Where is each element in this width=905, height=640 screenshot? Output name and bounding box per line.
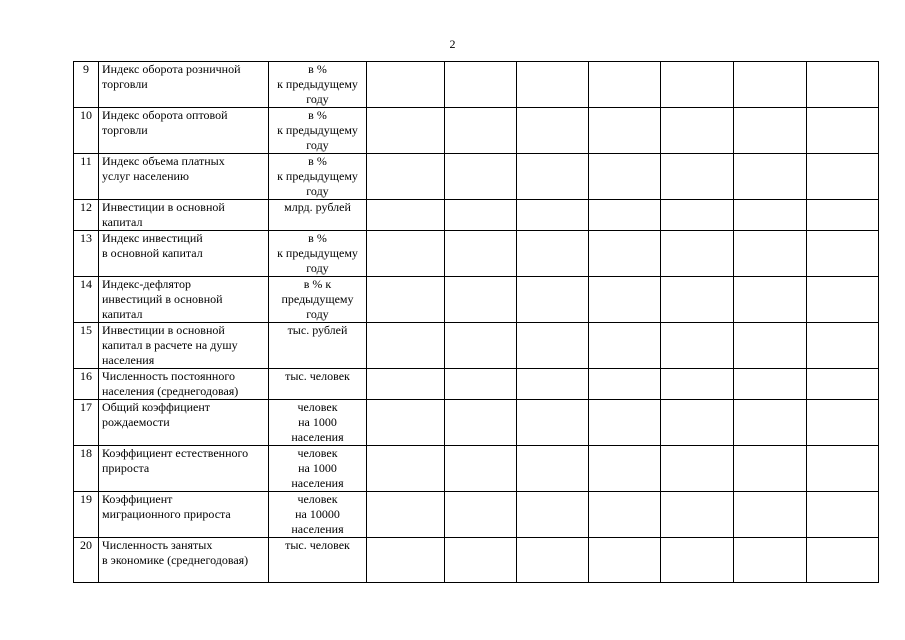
- value-cell: [589, 538, 661, 583]
- indicator-name-cell: [99, 277, 269, 323]
- value-cell: [367, 446, 445, 492]
- table-row: [74, 369, 879, 400]
- value-cell: [517, 277, 589, 323]
- unit-of-measure: человек на 10000 населения: [291, 492, 344, 536]
- value-cell: [661, 108, 734, 154]
- table-row: [74, 492, 879, 538]
- indicator-name: Инвестиции в основной капитал: [102, 200, 225, 229]
- value-cell: [445, 369, 517, 400]
- table-row: [74, 323, 879, 369]
- value-cell: [445, 323, 517, 369]
- row-number: 15: [74, 323, 99, 369]
- indicators-table: [73, 61, 879, 583]
- unit-of-measure: в % к предыдущему году: [277, 62, 358, 106]
- unit-of-measure: тыс. человек: [285, 538, 350, 552]
- row-number: 16: [74, 369, 99, 400]
- value-cell: [661, 400, 734, 446]
- value-cell: [661, 154, 734, 200]
- value-cell: [367, 62, 445, 108]
- page-number: 2: [449, 37, 456, 51]
- row-number: 18: [74, 446, 99, 492]
- value-cell: [661, 538, 734, 583]
- table-row: [74, 538, 879, 583]
- value-cell: [734, 492, 807, 538]
- value-cell: [661, 277, 734, 323]
- value-cell: [589, 154, 661, 200]
- value-cell: [367, 538, 445, 583]
- value-cell: [517, 538, 589, 583]
- unit-of-measure: человек на 1000 населения: [291, 400, 344, 444]
- value-cell: [367, 492, 445, 538]
- value-cell: [734, 108, 807, 154]
- value-cell: [734, 231, 807, 277]
- value-cell: [367, 277, 445, 323]
- unit-cell: [269, 323, 367, 369]
- unit-cell: [269, 200, 367, 231]
- value-cell: [367, 200, 445, 231]
- value-cell: [661, 231, 734, 277]
- value-cell: [445, 62, 517, 108]
- indicator-name: Индекс-дефлятор инвестиций в основной капитал: [102, 277, 223, 321]
- indicator-name-cell: [99, 446, 269, 492]
- unit-of-measure: человек на 1000 населения: [291, 446, 344, 490]
- indicator-name: Инвестиции в основной капитал в расчете на душу населения: [102, 323, 238, 367]
- value-cell: [517, 62, 589, 108]
- value-cell: [734, 538, 807, 583]
- value-cell: [589, 323, 661, 369]
- table-row: [74, 446, 879, 492]
- indicator-name: Индекс оборота оптовой торговли: [102, 108, 228, 137]
- unit-cell: [269, 62, 367, 108]
- value-cell: [589, 369, 661, 400]
- row-number: 13: [74, 231, 99, 277]
- value-cell: [517, 400, 589, 446]
- table-row: [74, 108, 879, 154]
- value-cell: [445, 200, 517, 231]
- unit-of-measure: в % к предыдущему году: [277, 154, 358, 198]
- value-cell: [734, 369, 807, 400]
- unit-of-measure: млрд. рублей: [284, 200, 351, 214]
- unit-cell: [269, 108, 367, 154]
- value-cell: [734, 400, 807, 446]
- value-cell: [589, 492, 661, 538]
- value-cell: [734, 154, 807, 200]
- value-cell: [589, 200, 661, 231]
- value-cell: [734, 62, 807, 108]
- unit-cell: [269, 154, 367, 200]
- value-cell: [367, 231, 445, 277]
- indicator-name-cell: [99, 62, 269, 108]
- indicator-name-cell: [99, 400, 269, 446]
- unit-cell: [269, 400, 367, 446]
- unit-cell: [269, 369, 367, 400]
- value-cell: [445, 400, 517, 446]
- row-number: 20: [74, 538, 99, 583]
- value-cell: [517, 231, 589, 277]
- indicator-name: Общий коэффициент рождаемости: [102, 400, 211, 429]
- value-cell: [367, 400, 445, 446]
- value-cell: [589, 62, 661, 108]
- value-cell: [734, 446, 807, 492]
- value-cell: [661, 492, 734, 538]
- value-cell: [807, 200, 879, 231]
- value-cell: [807, 231, 879, 277]
- value-cell: [589, 400, 661, 446]
- table-row: [74, 231, 879, 277]
- row-number: 10: [74, 108, 99, 154]
- value-cell: [807, 446, 879, 492]
- value-cell: [445, 231, 517, 277]
- value-cell: [661, 62, 734, 108]
- unit-of-measure: в % к предыдущему году: [277, 231, 358, 275]
- indicator-name: Коэффициент естественного прироста: [102, 446, 249, 475]
- indicator-name-cell: [99, 369, 269, 400]
- indicator-name: Численность постоянного населения (среднегодовая): [102, 369, 239, 398]
- value-cell: [445, 277, 517, 323]
- table-row: [74, 154, 879, 200]
- value-cell: [367, 154, 445, 200]
- table-row: [74, 200, 879, 231]
- value-cell: [661, 200, 734, 231]
- value-cell: [807, 62, 879, 108]
- value-cell: [661, 369, 734, 400]
- unit-cell: [269, 446, 367, 492]
- value-cell: [517, 446, 589, 492]
- value-cell: [807, 154, 879, 200]
- indicator-name-cell: [99, 200, 269, 231]
- indicator-name-cell: [99, 108, 269, 154]
- indicator-name: Численность занятых в экономике (среднегодовая): [102, 538, 249, 567]
- row-number: 19: [74, 492, 99, 538]
- indicator-name-cell: [99, 154, 269, 200]
- unit-of-measure: тыс. человек: [285, 369, 350, 383]
- value-cell: [807, 108, 879, 154]
- row-number: 9: [74, 62, 99, 108]
- indicator-name: Индекс объема платных услуг населению: [102, 154, 225, 183]
- value-cell: [734, 323, 807, 369]
- indicator-name-cell: [99, 323, 269, 369]
- value-cell: [807, 277, 879, 323]
- value-cell: [445, 538, 517, 583]
- value-cell: [445, 446, 517, 492]
- indicator-name: Индекс инвестиций в основной капитал: [102, 231, 203, 260]
- row-number: 12: [74, 200, 99, 231]
- indicator-name-cell: [99, 492, 269, 538]
- table-row: [74, 62, 879, 108]
- value-cell: [445, 108, 517, 154]
- indicator-name: Индекс оборота розничной торговли: [102, 62, 241, 91]
- row-number: 11: [74, 154, 99, 200]
- indicator-name-cell: [99, 538, 269, 583]
- value-cell: [807, 323, 879, 369]
- value-cell: [367, 323, 445, 369]
- value-cell: [734, 200, 807, 231]
- indicator-name: Коэффициент миграционного прироста: [102, 492, 231, 521]
- value-cell: [517, 323, 589, 369]
- unit-of-measure: в % к предыдущему году: [281, 277, 354, 321]
- value-cell: [589, 108, 661, 154]
- value-cell: [589, 446, 661, 492]
- value-cell: [517, 369, 589, 400]
- value-cell: [734, 277, 807, 323]
- value-cell: [517, 108, 589, 154]
- unit-of-measure: тыс. рублей: [287, 323, 348, 337]
- unit-of-measure: в % к предыдущему году: [277, 108, 358, 152]
- table-row: [74, 277, 879, 323]
- value-cell: [661, 323, 734, 369]
- unit-cell: [269, 492, 367, 538]
- indicator-name-cell: [99, 231, 269, 277]
- value-cell: [661, 446, 734, 492]
- value-cell: [517, 200, 589, 231]
- unit-cell: [269, 231, 367, 277]
- value-cell: [589, 277, 661, 323]
- value-cell: [517, 492, 589, 538]
- value-cell: [445, 154, 517, 200]
- value-cell: [367, 369, 445, 400]
- value-cell: [807, 400, 879, 446]
- value-cell: [807, 369, 879, 400]
- value-cell: [589, 231, 661, 277]
- unit-cell: [269, 538, 367, 583]
- unit-cell: [269, 277, 367, 323]
- value-cell: [517, 154, 589, 200]
- row-number: 17: [74, 400, 99, 446]
- table-row: [74, 400, 879, 446]
- value-cell: [445, 492, 517, 538]
- value-cell: [807, 538, 879, 583]
- row-number: 14: [74, 277, 99, 323]
- value-cell: [807, 492, 879, 538]
- value-cell: [367, 108, 445, 154]
